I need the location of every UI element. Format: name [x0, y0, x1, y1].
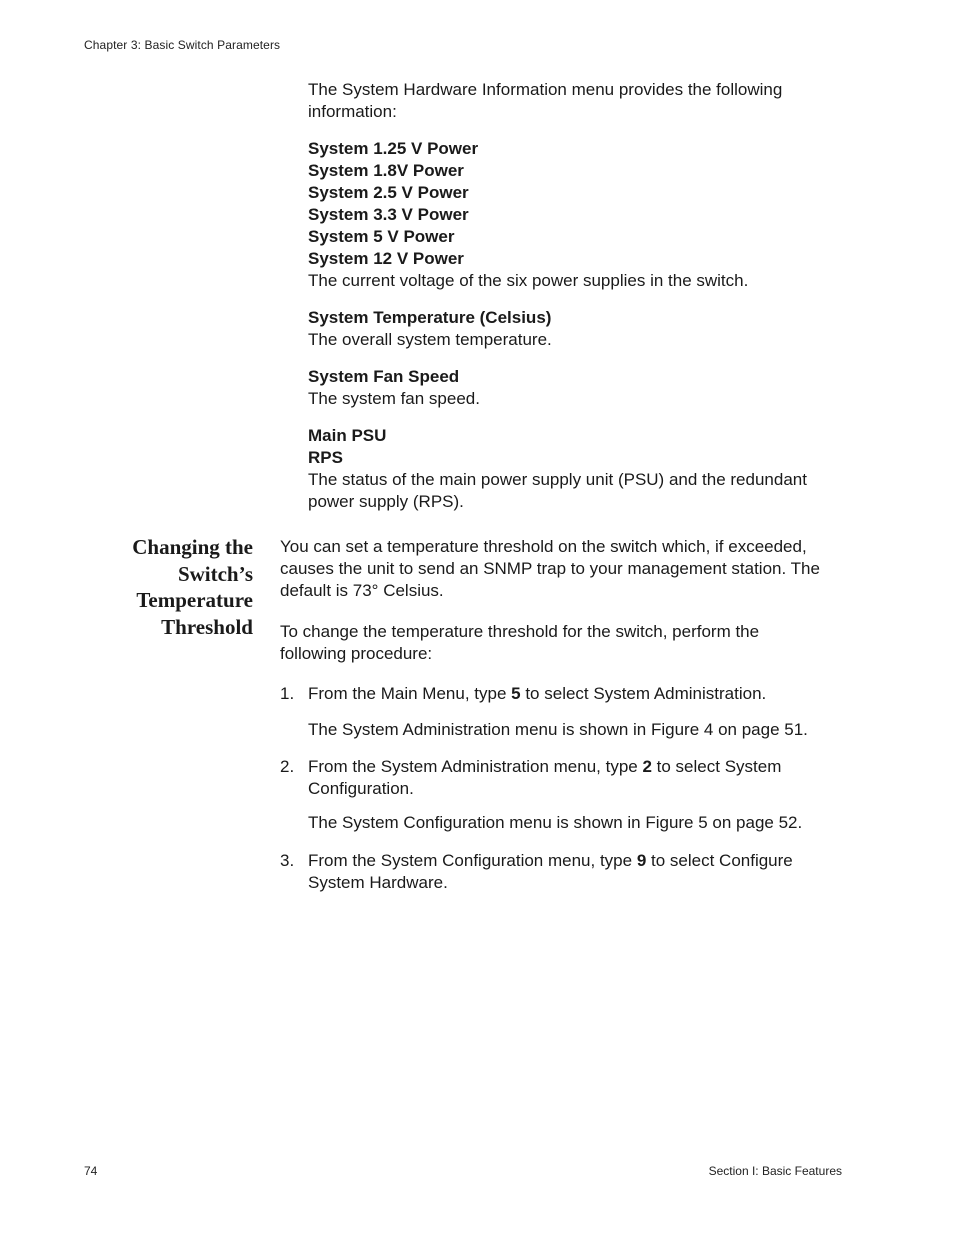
psu-definition: [308, 425, 848, 513]
section-heading: [96, 534, 253, 640]
step-key: 9: [636, 851, 647, 870]
psu-description-line: The status of the main power supply unit (PSU) and the redundant: [308, 470, 807, 489]
paragraph-line: following procedure:: [280, 644, 433, 663]
step-text: From the Main Menu, type 5 to select System Administration.: [308, 684, 767, 703]
procedure-step: [280, 850, 846, 894]
paragraph-line: To change the temperature threshold for the switch, perform the: [280, 622, 760, 641]
paragraph-line: default is 73° Celsius.: [280, 581, 444, 600]
fan-description: The system fan speed.: [308, 389, 480, 408]
psu-term: Main PSU: [308, 426, 387, 445]
step-note: The System Administration menu is shown in Figure 4 on page 51.: [308, 720, 808, 739]
section-heading-line: Threshold: [161, 614, 253, 639]
running-header: Chapter 3: Basic Switch Parameters: [84, 38, 281, 52]
fan-term: System Fan Speed: [308, 367, 460, 386]
fan-definition: [308, 366, 848, 410]
psu-description-line: power supply (RPS).: [308, 492, 464, 511]
section-heading-line: Switch’s: [177, 561, 253, 586]
power-term: System 1.25 V Power: [308, 139, 479, 158]
step-text: From the System Administration menu, type 2 to select System Configuration.: [308, 757, 782, 798]
section-paragraph-1: [280, 536, 846, 602]
step-key: 5: [511, 684, 521, 703]
power-term: System 1.8V Power: [308, 161, 464, 180]
power-term: System 3.3 V Power: [308, 205, 469, 224]
section-heading-line: Changing the: [132, 535, 253, 559]
step-number: 2.: [280, 757, 295, 776]
rps-term: RPS: [308, 448, 343, 467]
step-number: 1.: [280, 684, 295, 703]
procedure-step: [280, 756, 846, 800]
temperature-description: The overall system temperature.: [308, 330, 552, 349]
step-key: 2: [642, 757, 652, 776]
page-number: 74: [84, 1164, 98, 1178]
step-number: 3.: [280, 851, 295, 870]
step-note: The System Configuration menu is shown in Figure 5 on page 52.: [308, 813, 803, 832]
power-description: The current voltage of the six power supplies in the switch.: [308, 271, 749, 290]
step-text: From the System Configuration menu, type 9 to select Configure System Hardware.: [308, 851, 793, 892]
section-heading-line: Temperature: [136, 588, 253, 612]
power-term: System 12 V Power: [308, 249, 464, 268]
section-label: Section I: Basic Features: [708, 1164, 842, 1178]
section-paragraph-2: [280, 621, 846, 665]
temperature-definition: [308, 307, 848, 351]
procedure-step: [280, 683, 846, 705]
paragraph-line: You can set a temperature threshold on the switch which, if exceeded,: [280, 537, 807, 556]
temperature-term: System Temperature (Celsius): [308, 308, 552, 327]
power-term: System 5 V Power: [308, 227, 455, 246]
paragraph-line: causes the unit to send an SNMP trap to your management station. The: [280, 559, 820, 578]
power-term: System 2.5 V Power: [308, 183, 469, 202]
intro-paragraph: The System Hardware Information menu provides the following information:: [308, 80, 783, 121]
power-definition-list: [308, 138, 848, 292]
